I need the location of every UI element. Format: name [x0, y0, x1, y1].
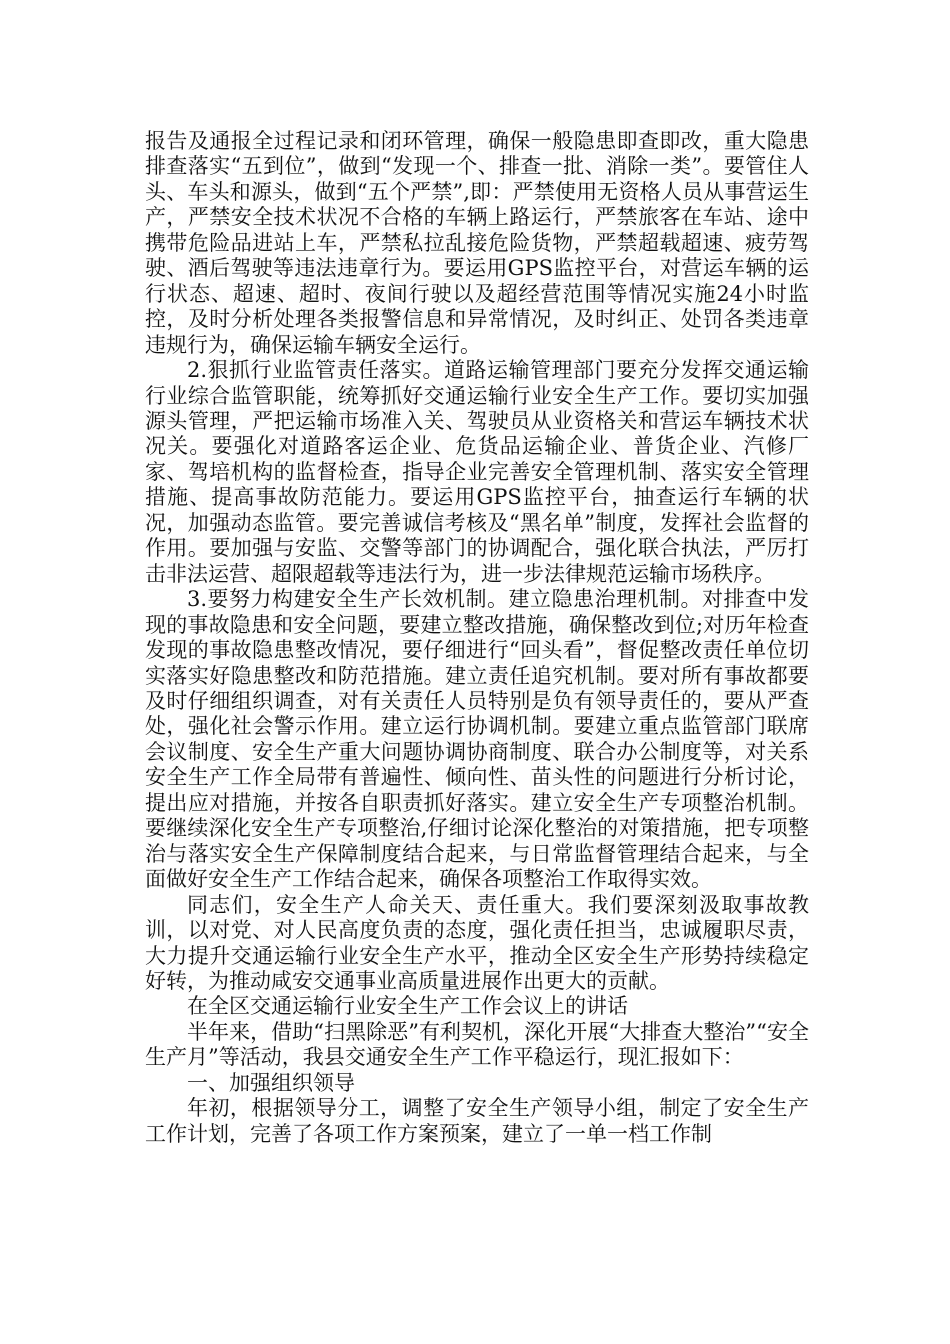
- paragraph-beginning-of-year: 年初，根据领导分工，调整了安全生产领导小组，制定了安全生产工作计划，完善了各项工作方案预案，建立了一单一档工作制: [145, 1096, 809, 1146]
- paragraph-long-term-mechanism: 3.要努力构建安全生产长效机制。建立隐患治理机制。对排查中发现的事故隐患和安全问题，要建立整改措施，确保整改到位;对历年检查发现的事故隐患整改情况，要仔细进行“回头看”，督促整改责任单位切实落实好隐患整改和防范措施。建立责任追究机制。要对所有事故都要及时仔细组织调查，对有关责任人员特别是负有领导责任的，要从严查处，强化社会警示作用。建立运行协调机制。要建立重点监管部门联席会议制度、安全生产重大问题协调协商制度、联合办公制度等，对关系安全生产工作全局带有普遍性、倾向性、苗头性的问题进行分析讨论，提出应对措施，并按各自职责抓好落实。建立安全生产专项整治机制。要继续深化安全生产专项整治,仔细讨论深化整治的对策措施，把专项整治与落实安全生产保障制度结合起来，与日常监督管理结合起来，与全面做好安全生产工作结合起来，确保各项整治工作取得实效。: [145, 587, 809, 892]
- paragraph-half-year-intro: 半年来，借助“扫黑除恶”有利契机，深化开展“大排查大整治”“安全生产月”等活动，我县交通安全生产工作平稳运行，现汇报如下：: [145, 1019, 809, 1070]
- paragraph-industry-supervision: 2.狠抓行业监管责任落实。道路运输管理部门要充分发挥交通运输行业综合监管职能，统筹抓好交通运输行业安全生产工作。要切实加强源头管理，严把运输市场准入关、驾驶员从业资格关和营运车辆技术状况关。要强化对道路客运企业、危货品运输企业、普货企业、汽修厂家、驾培机构的监督检查，指导企业完善安全管理机制、落实安全管理措施、提高事故防范能力。要运用GPS监控平台，抽查运行车辆的状况，加强动态监管。要完善诚信考核及“黑名单”制度，发挥社会监督的作用。要加强与安监、交警等部门的协调配合，强化联合执法，严厉打击非法运营、超限超载等违法行为，进一步法律规范运输市场秩序。: [145, 358, 809, 586]
- paragraph-closing-remarks: 同志们，安全生产人命关天、责任重大。我们要深刻汲取事故教训，以对党、对人民高度负责的态度，强化责任担当，忠诚履职尽责，大力提升交通运输行业安全生产水平，推动全区安全生产形势持续稳定好转，为推动咸安交通事业高质量进展作出更大的贡献。: [145, 892, 809, 993]
- paragraph-continuation: 报告及通报全过程记录和闭环管理，确保一般隐患即查即改，重大隐患排查落实“五到位”，做到“发现一个、排查一批、消除一类”。要管住人头、车头和源头，做到“五个严禁”,即：严禁使用无资格人员从事营运生产，严禁安全技术状况不合格的车辆上路运行，严禁旅客在车站、途中携带危险品进站上车，严禁私拉乱接危险货物，严禁超载超速、疲劳驾驶、酒后驾驶等违法违章行为。要运用GPS监控平台，对营运车辆的运行状态、超速、超时、夜间行驶以及超经营范围等情况实施24小时监控，及时分析处理各类报警信息和异常情况，及时纠正、处罚各类违章违规行为，确保运输车辆安全运行。: [145, 129, 809, 357]
- document-body: [145, 129, 809, 1147]
- speech-title: 在全区交通运输行业安全生产工作会议上的讲话: [187, 994, 628, 1019]
- section-heading-organization: 一、加强组织领导: [187, 1070, 355, 1095]
